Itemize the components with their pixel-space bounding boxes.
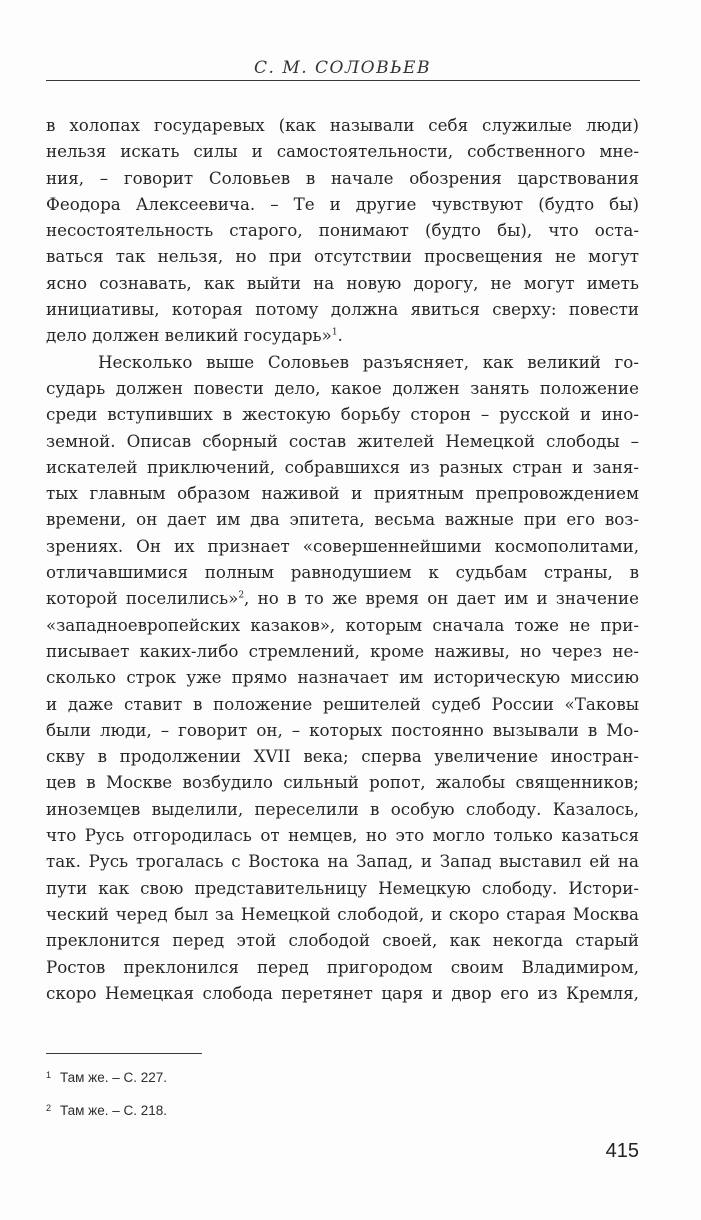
text-line: писывает каких-либо стремлений, кроме наживы, но через не- xyxy=(46,640,639,661)
footnote-ref-1: 1 xyxy=(331,327,338,338)
text-fragment: дело должен великий государь» xyxy=(46,325,332,346)
footnote-1 xyxy=(46,1060,167,1093)
text-fragment: , но в то же время он дает им и значение xyxy=(244,588,639,609)
text-line: сударь должен повести дело, какое должен занять положение xyxy=(46,377,639,398)
text-line: скоро Немецкая слобода перетянет царя и двор его из Кремля, xyxy=(46,982,639,1003)
text-line: ческий черед был за Немецкой слободой, и скоро старая Москва xyxy=(46,903,639,924)
text-line xyxy=(46,585,639,611)
text-line: что Русь отгородилась от немцев, но это могло только казаться xyxy=(46,825,639,846)
text-line: отличавшимися полным равнодушием к судьбам страны, в xyxy=(46,562,639,583)
text-line: Феодора Алексеевича. – Те и другие чувствуют (будто бы) xyxy=(46,193,639,214)
text-line: времени, он дает им два эпитета, весьма важные при его воз- xyxy=(46,509,639,530)
text-line: зрениях. Он их признает «совершеннейшими космополитами, xyxy=(46,535,639,556)
footnote-ref-2: 2 xyxy=(238,590,245,601)
text-line: были люди, – говорит он, – которых постоянно вызывали в Мо- xyxy=(46,719,639,740)
text-fragment: которой поселились» xyxy=(46,588,239,609)
text-line: инициативы, которая потому должна явиться сверху: повести xyxy=(46,299,639,320)
footnote-2 xyxy=(46,1093,167,1126)
footnote-text: Там же. – С. 227. xyxy=(60,1070,168,1085)
text-line: ясно сознавать, как выйти на новую дорогу, не могут иметь xyxy=(46,272,639,293)
text-line: и даже ставит в положение решителей судеб России «Таковы xyxy=(46,693,639,714)
text-line: тых главным образом наживой и приятным препровождением xyxy=(46,483,639,504)
text-line: в холопах государевых (как называли себя служилые люди) xyxy=(46,115,639,135)
text-line: земной. Описав сборный состав жителей Немецкой слободы – xyxy=(46,430,639,451)
text-line: сколько строк уже прямо назначает им историческую миссию xyxy=(46,667,639,688)
text-line: нельзя искать силы и самостоятельности, собственного мне- xyxy=(46,141,639,162)
text-line: среди вступивших в жестокую борьбу сторон – русской и ино- xyxy=(46,404,639,425)
footnote-mark: 1 xyxy=(46,1070,52,1080)
text-line: ваться так нельзя, но при отсутствии просвещения не могут xyxy=(46,246,639,267)
footnote-text: Там же. – С. 218. xyxy=(60,1103,168,1118)
footnote-mark: 2 xyxy=(46,1103,52,1113)
text-line: цев в Москве возбудило сильный ропот, жалобы священников; xyxy=(46,772,639,793)
text-line: «западноевропейских казаков», которым сначала тоже не при- xyxy=(46,614,639,635)
page-number: 415 xyxy=(605,1140,639,1162)
text-line: дело должен великий государь»$^1$. xyxy=(46,325,343,346)
text-line: ния, – говорит Соловьев в начале обозрения царствования xyxy=(46,167,639,188)
header-rule xyxy=(46,80,640,81)
text-line: искателей приключений, собравшихся из разных стран и заня- xyxy=(46,456,639,477)
text-line: иноземцев выделили, переселили в особую слободу. Казалось, xyxy=(46,798,639,819)
text-line: несостоятельность старого, понимают (будто бы), что оста- xyxy=(46,220,639,241)
text-line: преклонится перед этой слободой своей, как некогда старый xyxy=(46,930,639,951)
text-line: скву в продолжении XVII века; сперва увеличение иностран- xyxy=(46,746,639,767)
footnote-rule xyxy=(46,1053,202,1054)
footnotes xyxy=(46,1060,167,1126)
running-head: С. М. СОЛОВЬЕВ xyxy=(254,58,431,78)
text-line: пути как свою представительницу Немецкую слободу. Истори- xyxy=(46,877,639,898)
text-line: Ростов преклонился перед пригородом своим Владимиром, xyxy=(46,956,639,977)
body-text xyxy=(46,112,639,1006)
text-line: так. Русь трогалась с Востока на Запад, и Запад выставил ей на xyxy=(46,851,639,872)
text-line: Несколько выше Соловьев разъясняет, как великий го- xyxy=(98,351,639,372)
